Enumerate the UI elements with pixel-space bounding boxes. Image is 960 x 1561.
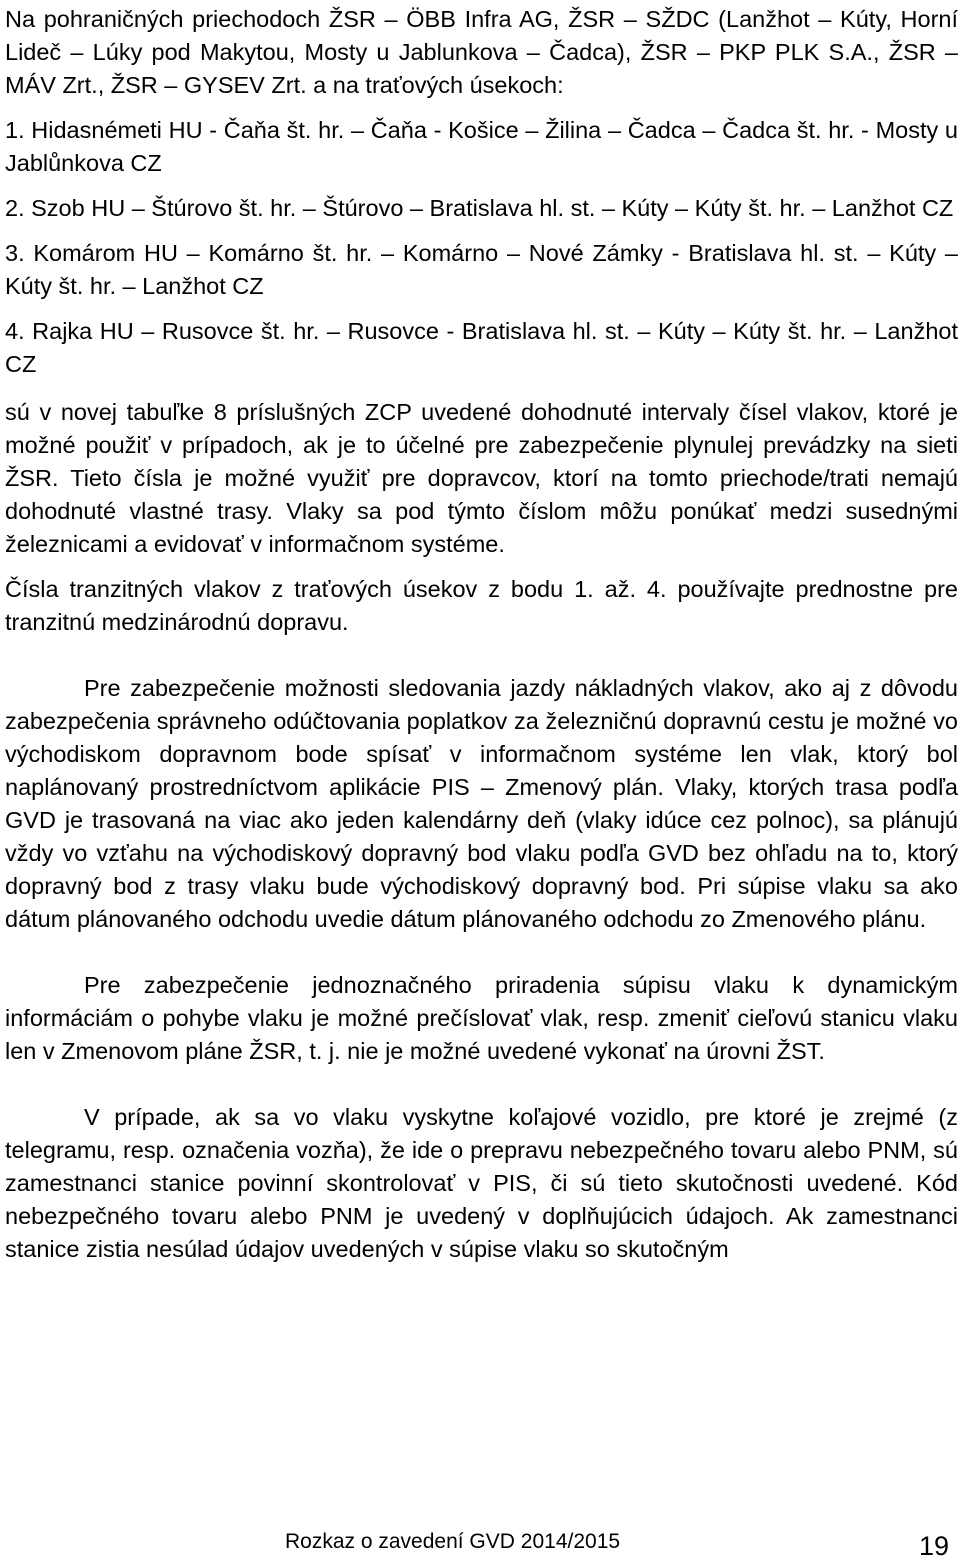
footer-title: Rozkaz o zavedení GVD 2014/2015 xyxy=(285,1530,621,1553)
intro-paragraph: Na pohraničných priechodoch ŽSR – ÖBB Infra AG, ŽSR – SŽDC (Lanžhot – Kúty, Horní Lideč – Lúky pod Makytou, Mosty u Jablunkova – Čadca), ŽSR – PKP PLK S.A., ŽSR – MÁV Zrt., ŽSR – GYSEV Zrt. a na traťových úsekoch: xyxy=(5,6,958,98)
page-number: 19 xyxy=(918,1531,949,1561)
zcp-paragraph: sú v novej tabuľke 8 príslušných ZCP uvedené dohodnuté intervaly čísel vlakov, ktoré je možné použiť v prípadoch, ak je to účelné pre zabezpečenie plynulej prevádzky na sieti ŽSR. Tieto čísla je možné využiť pre dopravcov, ktorí na tomto priechode/trati nemajú dohodnuté vlastné trasy. Vlaky sa pod týmto číslom môžu ponúkať medzi susednými železnicami a evidovať v informačnom systéme. xyxy=(5,399,958,557)
transit-paragraph: Čísla tranzitných vlakov z traťových úsekov z bodu 1. až. 4. používajte prednostne pre tranzitnú medzinárodnú dopravu. xyxy=(5,576,958,635)
document-page xyxy=(5,0,958,1266)
hazardous-goods-paragraph: V prípade, ak sa vo vlaku vyskytne koľajové vozidlo, pre ktoré je zrejmé (z telegramu, resp. označenia vozňa), že ide o prepravu nebezpečného tovaru alebo PNM, sú zamestnanci stanice povinní skontrolovať v PIS, či sú tieto skutočnosti uvedené. Kód nebezpečného tovaru alebo PNM je uvedený v doplňujúcich údajoch. Ak zamestnanci stanice zistia nesúlad údajov uvedených v súpise vlaku so skutočným xyxy=(5,1104,958,1262)
renumber-paragraph: Pre zabezpečenie jednoznačného priradenia súpisu vlaku k dynamickým informáciám o pohybe vlaku je možné prečíslovať vlak, resp. zmeniť cieľovú stanicu vlaku len v Zmenovom pláne ŽSR, t. j. nie je možné uvedené vykonať na úrovni ŽST. xyxy=(5,972,958,1064)
list-item-1: 1. Hidasnémeti HU - Čaňa št. hr. – Čaňa - Košice – Žilina – Čadca – Čadca št. hr. - Mosty u Jablůnkova CZ xyxy=(5,117,958,176)
list-item-2: 2. Szob HU – Štúrovo št. hr. – Štúrovo – Bratislava hl. st. – Kúty – Kúty št. hr. – Lanžhot CZ xyxy=(5,195,954,221)
tracking-paragraph: Pre zabezpečenie možnosti sledovania jazdy nákladných vlakov, ako aj z dôvodu zabezpečenia správneho odúčtovania poplatkov za železničnú dopravnú cestu je možné vo východiskom dopravnom bode spísať v informačnom systéme len vlak, ktorý bol naplánovaný prostredníctvom aplikácie PIS – Zmenový plán. Vlaky, ktorých trasa podľa GVD je trasovaná na viac ako jeden kalendárny deň (vlaky idúce cez polnoc), sa plánujú vždy vo vzťahu na východiskový dopravný bod vlaku podľa GVD bez ohľadu na to, ktorý dopravný bod z trasy vlaku bude východiskový dopravný bod. Pri súpise vlaku sa ako dátum plánovaného odchodu uvedie dátum plánovaného odchodu zo Zmenového plánu. xyxy=(5,675,958,932)
list-item-3: 3. Komárom HU – Komárno št. hr. – Komárno – Nové Zámky - Bratislava hl. st. – Kúty – Kúty št. hr. – Lanžhot CZ xyxy=(5,240,958,299)
list-item-4: 4. Rajka HU – Rusovce št. hr. – Rusovce - Bratislava hl. st. – Kúty – Kúty št. hr. – Lanžhot CZ xyxy=(5,318,958,377)
page-footer xyxy=(0,1527,955,1559)
